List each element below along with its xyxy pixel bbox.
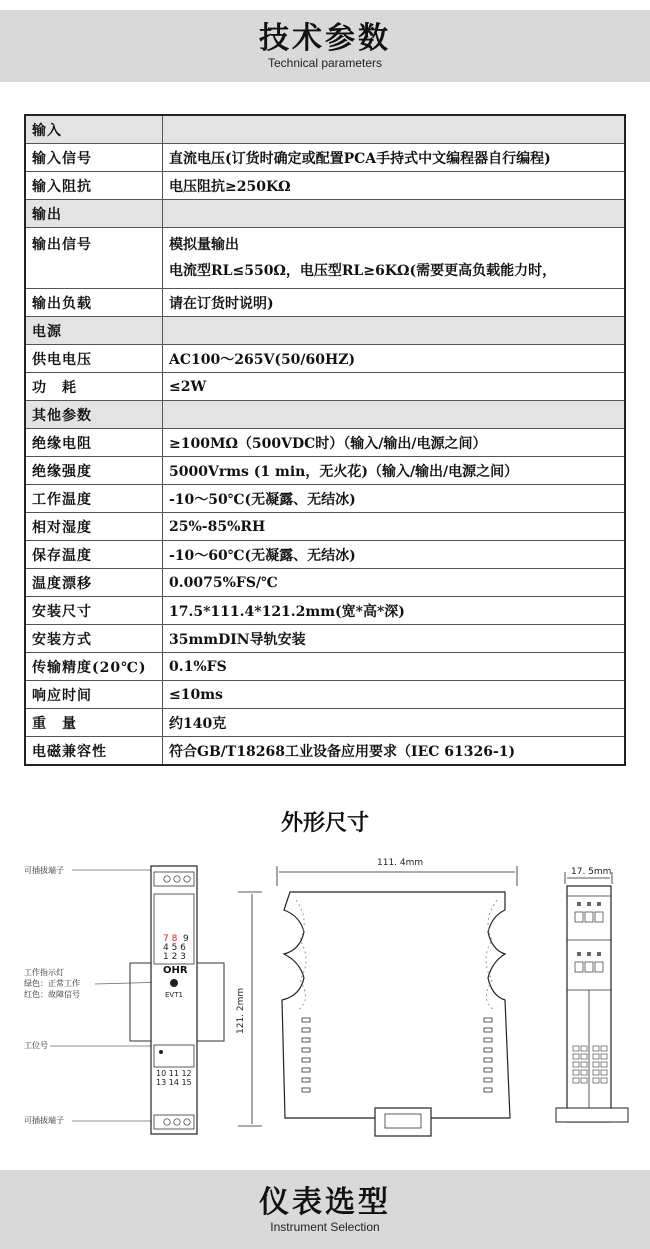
spec-value: 电压阻抗≥250KΩ xyxy=(163,172,626,200)
brand-logo: OHR xyxy=(163,965,188,976)
height-dimension: 121. 2mm xyxy=(236,987,246,1034)
spec-value: -10～50℃(无凝露、无结冰) xyxy=(163,485,626,513)
spec-row xyxy=(25,200,625,228)
dimensions-title: 外形尺寸 xyxy=(280,811,369,836)
spec-row xyxy=(25,569,625,597)
label-red: 红色：故障信号 xyxy=(24,990,80,999)
pins-bottom-row2: 13 14 15 xyxy=(156,1078,192,1087)
spec-label: 绝缘电阻 xyxy=(25,429,163,457)
spec-row xyxy=(25,625,625,653)
footer-banner xyxy=(0,1170,650,1249)
spec-row xyxy=(25,345,625,373)
spec-label: 其他参数 xyxy=(25,401,163,429)
footer-title: 仪表选型 xyxy=(259,1185,391,1220)
spec-value: 约140克 xyxy=(163,709,626,737)
spec-row xyxy=(25,597,625,625)
spec-value: 17.5*111.4*121.2mm(宽*高*深) xyxy=(163,597,626,625)
spec-label: 相对湿度 xyxy=(25,513,163,541)
spec-label: 输出 xyxy=(25,200,163,228)
model-label: EVT1 xyxy=(165,991,183,999)
spec-label: 响应时间 xyxy=(25,681,163,709)
spec-row xyxy=(25,317,625,345)
spec-label: 供电电压 xyxy=(25,345,163,373)
spec-value: ≥100MΩ（500VDC时）（输入/输出/电源之间） xyxy=(163,429,626,457)
spec-value xyxy=(163,200,626,228)
spec-row xyxy=(25,228,625,289)
pins-red: 7 8 xyxy=(163,934,178,944)
spec-value: ≤2W xyxy=(163,373,626,401)
spec-row xyxy=(25,115,625,144)
label-indicator: 工作指示灯 xyxy=(24,968,64,977)
spec-table xyxy=(24,114,626,766)
spec-label: 输入信号 xyxy=(25,144,163,172)
spec-label: 传输精度(20℃) xyxy=(25,653,163,681)
spec-value xyxy=(163,115,626,144)
spec-label: 功 耗 xyxy=(25,373,163,401)
spec-label: 安装方式 xyxy=(25,625,163,653)
pins-bottom-row1: 10 11 12 xyxy=(156,1069,192,1078)
footer-subtitle: Instrument Selection xyxy=(270,1220,380,1234)
header-banner xyxy=(0,10,650,82)
spec-row xyxy=(25,172,625,200)
spec-label: 安装尺寸 xyxy=(25,597,163,625)
spec-value: 35mmDIN导轨安装 xyxy=(163,625,626,653)
spec-row xyxy=(25,485,625,513)
spec-label: 输出负载 xyxy=(25,289,163,317)
spec-label: 绝缘强度 xyxy=(25,457,163,485)
spec-row xyxy=(25,144,625,172)
spec-value: -10～60℃(无凝露、无结冰) xyxy=(163,541,626,569)
spec-value-line: 模拟量输出 xyxy=(169,237,239,253)
spec-value-line: 电流型RL≤550Ω，电压型RL≥6KΩ(需要更高负载能力时， xyxy=(169,263,557,279)
spec-value: AC100～265V(50/60HZ) xyxy=(163,345,626,373)
spec-value: ≤10ms xyxy=(163,681,626,709)
spec-value xyxy=(163,228,626,289)
depth-dimension: 17. 5mm xyxy=(571,867,612,877)
spec-row xyxy=(25,541,625,569)
label-position: 工位号 xyxy=(24,1041,48,1050)
spec-row xyxy=(25,709,625,737)
spec-label: 电源 xyxy=(25,317,163,345)
spec-row xyxy=(25,681,625,709)
spec-row xyxy=(25,737,625,766)
spec-row xyxy=(25,457,625,485)
dimension-drawing xyxy=(0,850,650,1150)
spec-label: 输入阻抗 xyxy=(25,172,163,200)
spec-row xyxy=(25,401,625,429)
label-terminal-top: 可插拔端子 xyxy=(24,866,64,875)
spec-value: 25%-85%RH xyxy=(163,513,626,541)
width-dimension: 111. 4mm xyxy=(377,858,424,868)
spec-value: 符合GB/T18268工业设备应用要求（IEC 61326-1) xyxy=(163,737,626,766)
label-green: 绿色：正常工作 xyxy=(24,979,80,988)
spec-label: 温度漂移 xyxy=(25,569,163,597)
spec-label: 电磁兼容性 xyxy=(25,737,163,766)
spec-label: 保存温度 xyxy=(25,541,163,569)
header-title: 技术参数 xyxy=(259,21,391,56)
spec-value xyxy=(163,401,626,429)
spec-value: 0.1%FS xyxy=(163,653,626,681)
spec-row xyxy=(25,289,625,317)
header-subtitle: Technical parameters xyxy=(267,56,383,70)
spec-label: 输出信号 xyxy=(25,228,163,289)
spec-row xyxy=(25,653,625,681)
spec-row xyxy=(25,373,625,401)
spec-value: 请在订货时说明) xyxy=(163,289,626,317)
side-housing xyxy=(282,892,510,1118)
indicator-led-icon xyxy=(170,979,178,987)
spec-label: 输入 xyxy=(25,115,163,144)
spec-label: 工作温度 xyxy=(25,485,163,513)
pins-row2: 4 5 6 xyxy=(163,943,186,953)
spec-value: 直流电压(订货时确定或配置PCA手持式中文编程器自行编程) xyxy=(163,144,626,172)
spec-row xyxy=(25,429,625,457)
spec-label: 重 量 xyxy=(25,709,163,737)
spec-value xyxy=(163,317,626,345)
pins-row3: 1 2 3 xyxy=(163,952,186,962)
pin-9: 9 xyxy=(183,934,189,944)
spec-value: 5000Vrms (1 min，无火花)（输入/输出/电源之间） xyxy=(163,457,626,485)
spec-value: 0.0075%FS/℃ xyxy=(163,569,626,597)
label-terminal-bottom: 可插拔端子 xyxy=(24,1116,64,1125)
spec-row xyxy=(25,513,625,541)
